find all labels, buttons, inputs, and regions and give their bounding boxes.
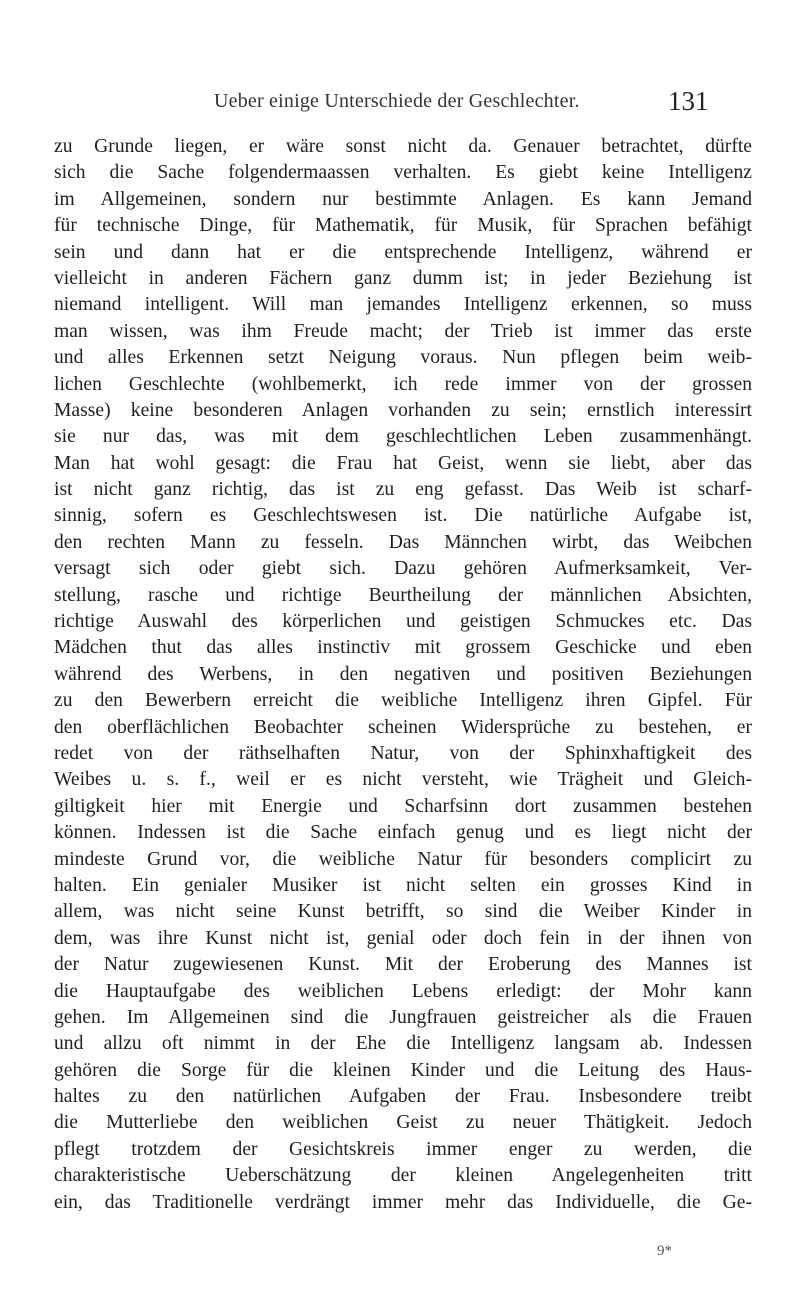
text-line: Weibes u. s. f., weil er es nicht versteht, wie Trägheit und Gleich- xyxy=(54,769,752,791)
text-line: haltes zu den natürlichen Aufgaben der Frau. Insbesondere treibt xyxy=(54,1086,752,1108)
text-line: für technische Dinge, für Mathematik, für Musik, für Sprachen befähigt xyxy=(54,215,752,237)
text-line: den rechten Mann zu fesseln. Das Männchen wirbt, das Weibchen xyxy=(54,531,752,553)
text-line: im Allgemeinen, sondern nur bestimmte Anlagen. Es kann Jemand xyxy=(54,188,752,210)
text-line: charakteristische Ueberschätzung der kleinen Angelegenheiten tritt xyxy=(54,1165,752,1187)
text-line: sich die Sache folgendermaassen verhalten. Es giebt keine Intelligenz xyxy=(54,162,752,184)
text-line: dem, was ihre Kunst nicht ist, genial oder doch fein in der ihnen von xyxy=(54,927,752,949)
text-line: niemand intelligent. Will man jemandes Intelligenz erkennen, so muss xyxy=(54,294,752,316)
text-line: die Mutterliebe den weiblichen Geist zu neuer Thätigkeit. Jedoch xyxy=(54,1112,752,1134)
text-line: versagt sich oder giebt sich. Dazu gehören Aufmerksamkeit, Ver- xyxy=(54,558,752,580)
signature-mark: 9* xyxy=(657,1243,672,1259)
text-line: zu den Bewerbern erreicht die weibliche Intelligenz ihren Gipfel. Für xyxy=(54,690,752,712)
text-line: mindeste Grund vor, die weibliche Natur für besonders complicirt zu xyxy=(54,848,752,870)
text-line: pflegt trotzdem der Gesichtskreis immer enger zu werden, die xyxy=(54,1138,752,1160)
text-line: Man hat wohl gesagt: die Frau hat Geist, wenn sie liebt, aber das xyxy=(54,452,752,474)
text-line: die Hauptaufgabe des weiblichen Lebens erledigt: der Mohr kann xyxy=(54,980,752,1002)
text-line: und allzu oft nimmt in der Ehe die Intelligenz langsam ab. Indessen xyxy=(54,1033,752,1055)
text-line: sinnig, sofern es Geschlechtswesen ist. Die natürliche Aufgabe ist, xyxy=(54,505,752,527)
text-line: und alles Erkennen setzt Neigung voraus. Nun pflegen beim weib- xyxy=(54,347,752,369)
text-line: allem, was nicht seine Kunst betrifft, so sind die Weiber Kinder in xyxy=(54,901,752,923)
text-line: Masse) keine besonderen Anlagen vorhanden zu sein; ernstlich interessirt xyxy=(54,399,752,421)
text-line: vielleicht in anderen Fächern ganz dumm ist; in jeder Beziehung ist xyxy=(54,267,752,289)
text-line: stellung, rasche und richtige Beurtheilung der männlichen Absichten, xyxy=(54,584,752,606)
text-line: ist nicht ganz richtig, das ist zu eng gefasst. Das Weib ist scharf- xyxy=(54,479,752,501)
page-number: 131 xyxy=(668,86,709,116)
text-line: den oberflächlichen Beobachter scheinen Widersprüche zu bestehen, er xyxy=(54,716,752,738)
text-line: giltigkeit hier mit Energie und Scharfsinn dort zusammen bestehen xyxy=(54,795,752,817)
text-line: halten. Ein genialer Musiker ist nicht selten ein grosses Kind in xyxy=(54,874,752,896)
text-line: gehen. Im Allgemeinen sind die Jungfrauen geistreicher als die Frauen xyxy=(54,1006,752,1028)
text-line: während des Werbens, in den negativen und positiven Beziehungen xyxy=(54,663,752,685)
text-line: gehören die Sorge für die kleinen Kinder und die Leitung des Haus- xyxy=(54,1059,752,1081)
text-line: können. Indessen ist die Sache einfach genug und es liegt nicht der xyxy=(54,822,752,844)
text-line: man wissen, was ihm Freude macht; der Trieb ist immer das erste xyxy=(54,320,752,342)
text-line: richtige Auswahl des körperlichen und geistigen Schmuckes etc. Das xyxy=(54,611,752,633)
text-line: Mädchen thut das alles instinctiv mit grossem Geschicke und eben xyxy=(54,637,752,659)
body-text xyxy=(54,134,752,1216)
text-line: sie nur das, was mit dem geschlechtlichen Leben zusammenhängt. xyxy=(54,426,752,448)
text-line: sein und dann hat er die entsprechende Intelligenz, während er xyxy=(54,241,752,263)
text-line: zu Grunde liegen, er wäre sonst nicht da. Genauer betrachtet, dürfte xyxy=(54,136,752,157)
text-line: ein, das Traditionelle verdrängt immer mehr das Individuelle, die Ge- xyxy=(54,1191,752,1213)
text-line: lichen Geschlechte (wohlbemerkt, ich rede immer von der grossen xyxy=(54,373,752,395)
text-line: redet von der räthselhaften Natur, von der Sphinxhaftigkeit des xyxy=(54,742,752,764)
running-title: Ueber einige Unterschiede der Geschlechter. xyxy=(214,90,580,112)
text-line: der Natur zugewiesenen Kunst. Mit der Eroberung des Mannes ist xyxy=(54,954,752,976)
